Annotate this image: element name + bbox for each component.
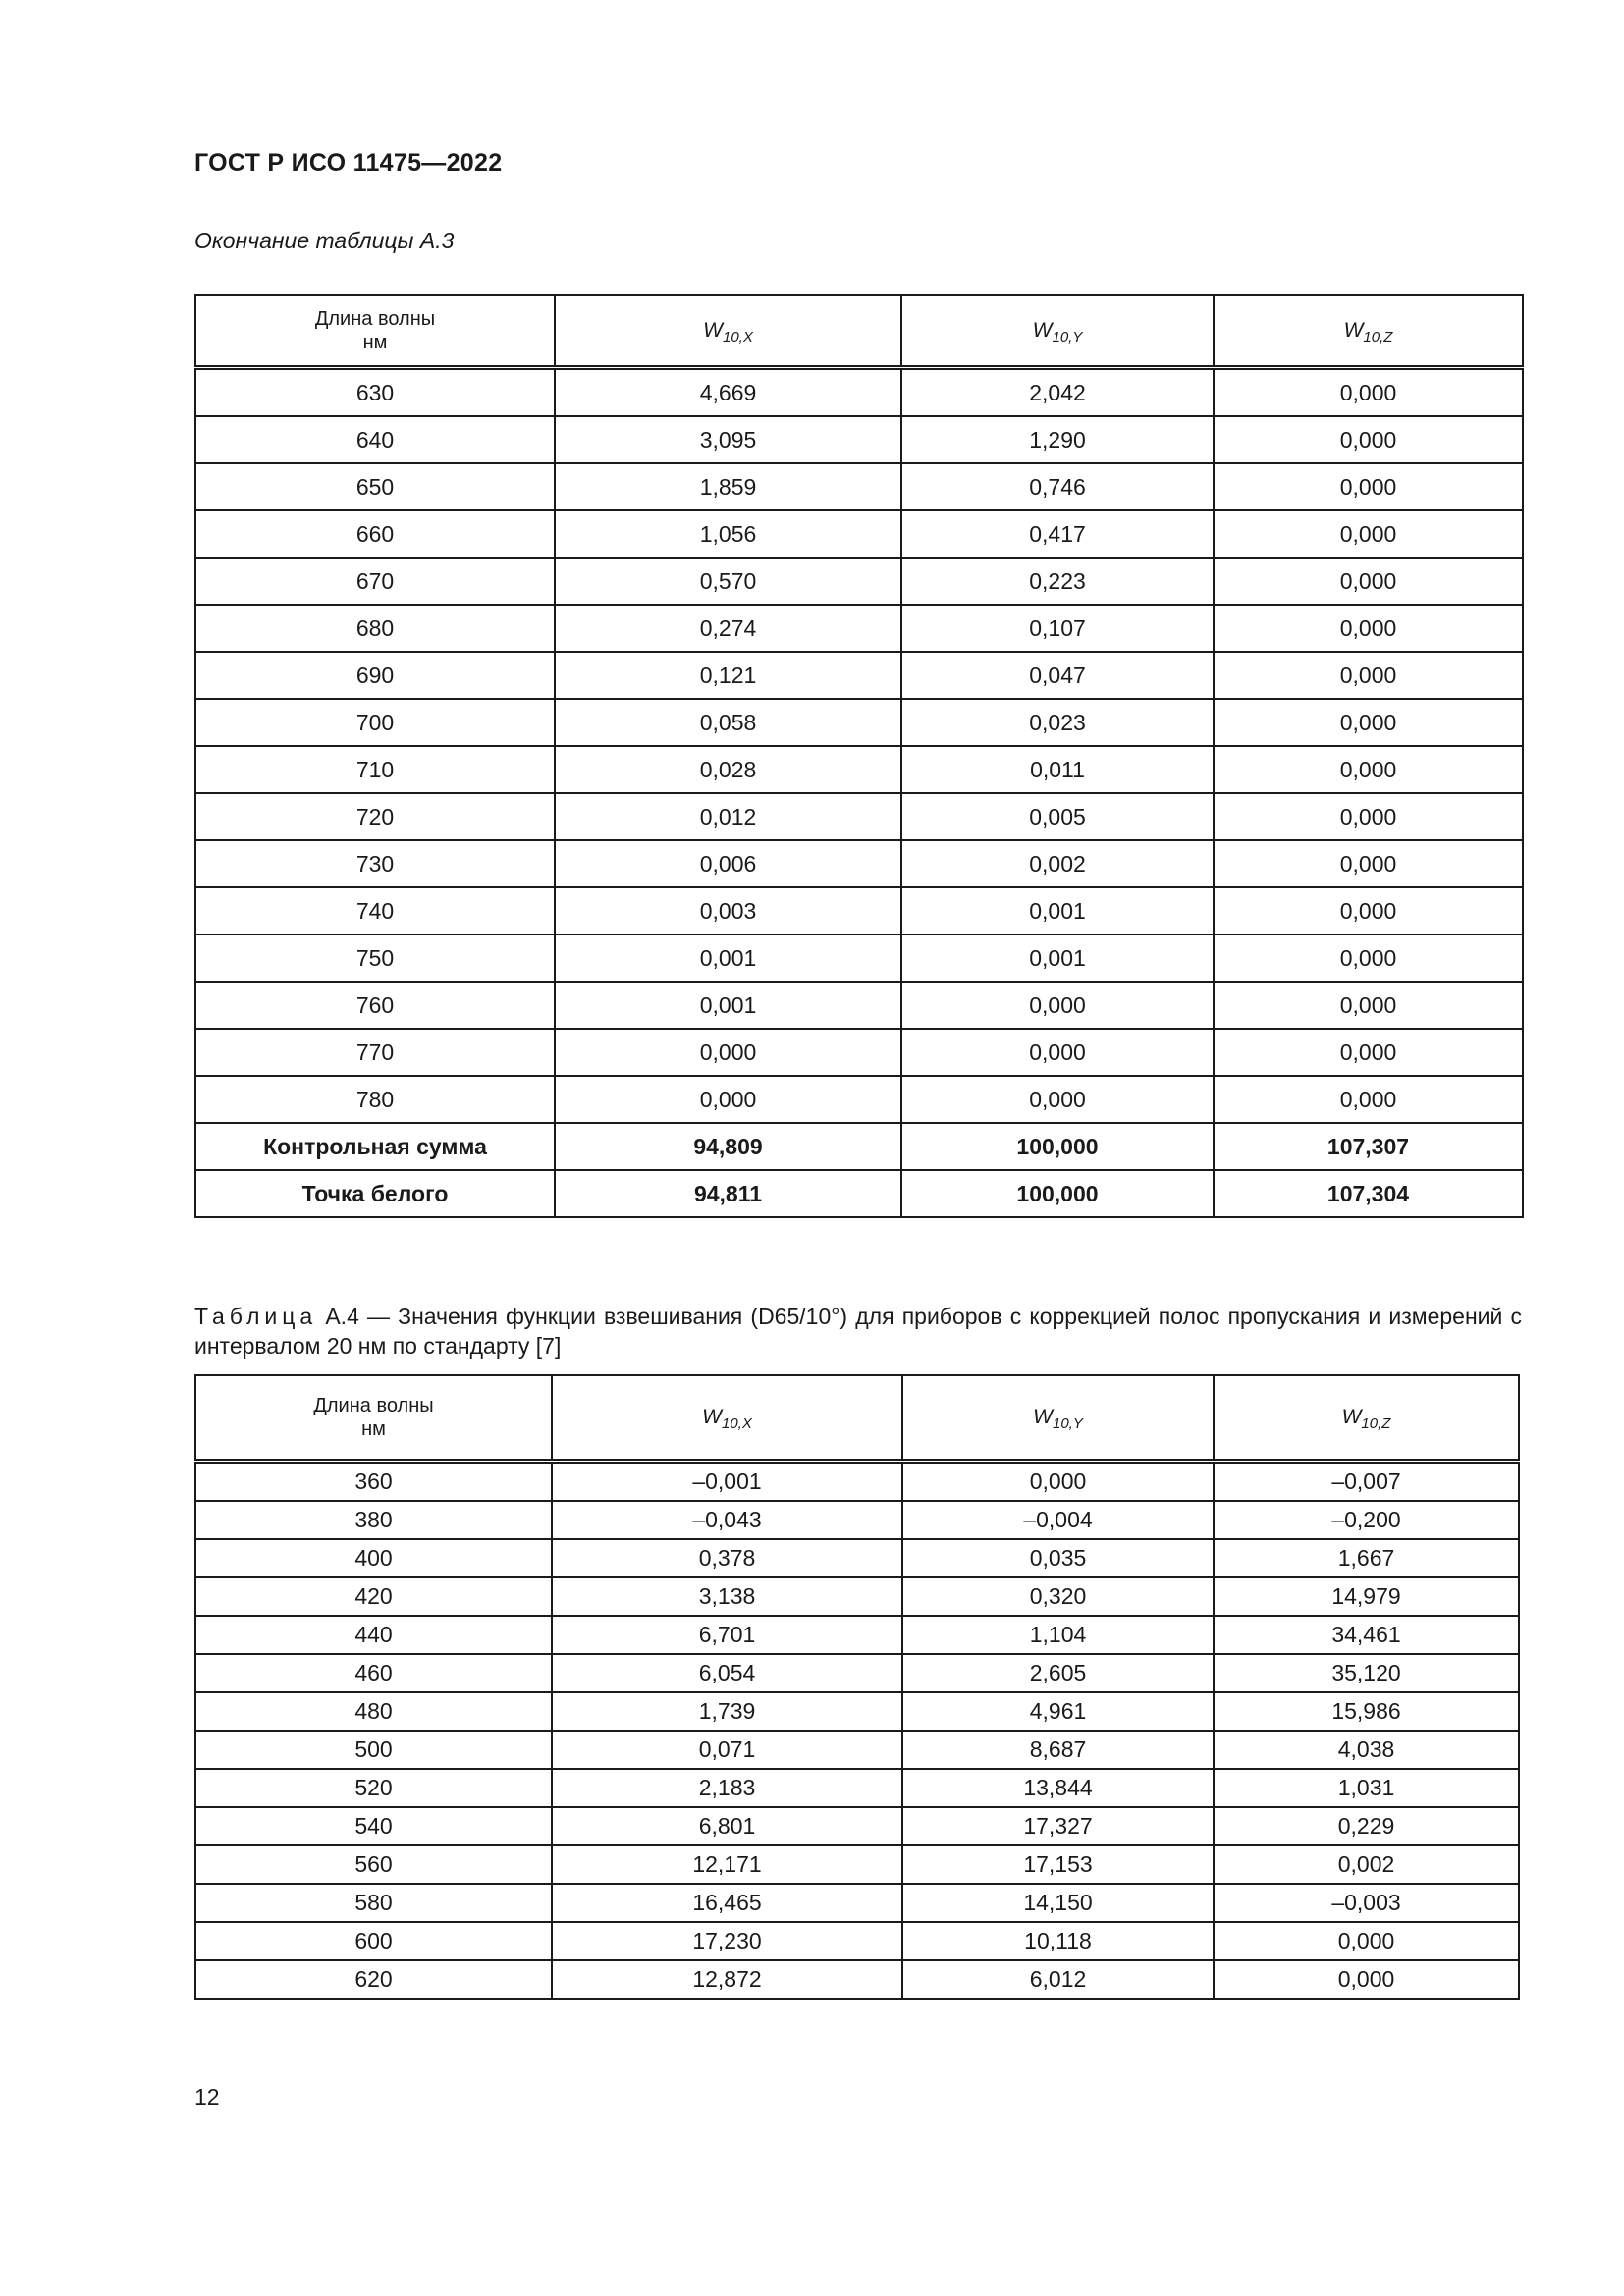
w10x-cell: 94,809	[555, 1123, 901, 1170]
table-row	[195, 1076, 1523, 1123]
table-row	[195, 1769, 1519, 1807]
wavelength-cell: 740	[195, 887, 555, 934]
w10z-cell: 0,000	[1214, 510, 1523, 558]
table-row	[195, 1960, 1519, 1999]
w10y-cell: 0,320	[902, 1577, 1214, 1616]
table-a4-caption	[194, 1302, 1522, 1361]
w10x-cell: 0,058	[555, 699, 901, 746]
w10z-column-header	[1214, 295, 1523, 368]
wavelength-cell: 620	[195, 1960, 552, 1999]
w10y-cell: 0,002	[901, 840, 1214, 887]
w10y-symbol: W	[1033, 1406, 1053, 1428]
w10x-cell: 6,701	[552, 1616, 902, 1654]
w10y-cell: 6,012	[902, 1960, 1214, 1999]
w10x-cell: 6,054	[552, 1654, 902, 1692]
w10z-cell: 0,000	[1214, 934, 1523, 982]
wavelength-cell: 540	[195, 1807, 552, 1845]
w10z-symbol: W	[1341, 1406, 1362, 1428]
w10x-symbol: W	[702, 1406, 722, 1428]
summary-row	[195, 1123, 1523, 1170]
table-row	[195, 1845, 1519, 1884]
w10x-column-header	[552, 1375, 902, 1462]
table-row	[195, 1029, 1523, 1076]
wavelength-cell: 650	[195, 463, 555, 510]
table-row	[195, 887, 1523, 934]
w10z-cell: 0,000	[1214, 793, 1523, 840]
table-a3-body	[195, 368, 1523, 1218]
w10z-cell: 0,000	[1214, 1029, 1523, 1076]
wavelength-cell: 560	[195, 1845, 552, 1884]
w10x-cell: 0,000	[555, 1029, 901, 1076]
w10y-cell: 0,001	[901, 934, 1214, 982]
w10z-cell: 1,667	[1214, 1539, 1519, 1577]
w10y-cell: 0,035	[902, 1539, 1214, 1577]
w10z-cell: 0,000	[1214, 1076, 1523, 1123]
w10x-cell: 0,001	[555, 934, 901, 982]
w10x-cell: 0,003	[555, 887, 901, 934]
w10y-cell: –0,004	[902, 1501, 1214, 1539]
table-row	[195, 1539, 1519, 1577]
w10z-cell: 35,120	[1214, 1654, 1519, 1692]
w10z-cell: 0,000	[1214, 463, 1523, 510]
w10y-cell: 8,687	[902, 1731, 1214, 1769]
wavelength-column-header	[195, 295, 555, 368]
table-a4	[194, 1374, 1520, 2000]
w10x-cell: 0,274	[555, 605, 901, 652]
w10y-cell: 4,961	[902, 1692, 1214, 1731]
w10y-cell: 1,104	[902, 1616, 1214, 1654]
w10z-symbol: W	[1343, 319, 1364, 342]
w10x-cell: 0,006	[555, 840, 901, 887]
w10z-cell: 15,986	[1214, 1692, 1519, 1731]
wavelength-cell: 460	[195, 1654, 552, 1692]
w10z-cell: 107,304	[1214, 1170, 1523, 1217]
w10y-cell: 0,000	[901, 1029, 1214, 1076]
w10y-cell: 13,844	[902, 1769, 1214, 1807]
document-title: ГОСТ Р ИСО 11475—2022	[194, 149, 503, 177]
w10z-cell: –0,007	[1214, 1462, 1519, 1502]
w10y-cell: 0,000	[901, 982, 1214, 1029]
w10x-cell: 12,171	[552, 1845, 902, 1884]
w10x-cell: 94,811	[555, 1170, 901, 1217]
table-row	[195, 1922, 1519, 1960]
w10y-column-header	[902, 1375, 1214, 1462]
w10z-cell: 0,000	[1214, 558, 1523, 605]
w10x-cell: 3,138	[552, 1577, 902, 1616]
w10z-cell: 0,000	[1214, 982, 1523, 1029]
w10z-cell: 14,979	[1214, 1577, 1519, 1616]
w10x-cell: 0,012	[555, 793, 901, 840]
wavelength-unit: нм	[361, 1418, 386, 1440]
w10x-cell: 0,570	[555, 558, 901, 605]
wavelength-cell: 780	[195, 1076, 555, 1123]
w10y-cell: 0,417	[901, 510, 1214, 558]
table-a4-body	[195, 1462, 1519, 2000]
table-row	[195, 1501, 1519, 1539]
w10z-cell: 1,031	[1214, 1769, 1519, 1807]
table-row	[195, 368, 1523, 417]
w10y-cell: 0,000	[901, 1076, 1214, 1123]
wavelength-cell: 630	[195, 368, 555, 417]
wavelength-cell: 680	[195, 605, 555, 652]
w10z-cell: 34,461	[1214, 1616, 1519, 1654]
page-number: 12	[194, 2084, 220, 2109]
wavelength-cell: 750	[195, 934, 555, 982]
wavelength-cell: 500	[195, 1731, 552, 1769]
w10x-cell: 12,872	[552, 1960, 902, 1999]
w10y-symbol: W	[1032, 319, 1053, 342]
table-row	[195, 416, 1523, 463]
table-a3-continuation-caption: Окончание таблицы А.3	[194, 228, 455, 253]
wavelength-cell: 730	[195, 840, 555, 887]
table-row	[195, 463, 1523, 510]
table-header-row	[195, 1375, 1519, 1462]
table-row	[195, 699, 1523, 746]
wavelength-cell: 700	[195, 699, 555, 746]
w10z-cell: 0,000	[1214, 605, 1523, 652]
w10x-cell: 1,056	[555, 510, 901, 558]
w10y-cell: 10,118	[902, 1922, 1214, 1960]
w10z-cell: 0,000	[1214, 368, 1523, 417]
w10y-cell: 0,001	[901, 887, 1214, 934]
w10y-cell: 17,327	[902, 1807, 1214, 1845]
w10z-subscript: 10,Z	[1363, 329, 1393, 346]
table-a4-caption-text: А.4 — Значения функции взвешивания (D65/10°) для приборов с коррекцией полос пропускания и измерений с интервалом 20 нм по стандарту [7]	[194, 1304, 1522, 1359]
w10z-cell: 4,038	[1214, 1731, 1519, 1769]
wavelength-unit: нм	[362, 332, 388, 353]
w10y-subscript: 10,Y	[1052, 1415, 1083, 1432]
table-row	[195, 1807, 1519, 1845]
table-row	[195, 605, 1523, 652]
table-row	[195, 1731, 1519, 1769]
table-row	[195, 558, 1523, 605]
w10x-cell: 1,739	[552, 1692, 902, 1731]
w10y-cell: 2,605	[902, 1654, 1214, 1692]
wavelength-label: Длина волны	[314, 308, 436, 330]
w10x-cell: 0,121	[555, 652, 901, 699]
table-row	[195, 652, 1523, 699]
w10x-cell: 17,230	[552, 1922, 902, 1960]
w10x-symbol: W	[703, 319, 723, 342]
table-row	[195, 746, 1523, 793]
w10x-column-header	[555, 295, 901, 368]
w10y-cell: 2,042	[901, 368, 1214, 417]
table-row	[195, 1462, 1519, 1502]
w10z-cell: 0,000	[1214, 699, 1523, 746]
w10z-cell: 0,229	[1214, 1807, 1519, 1845]
wavelength-cell: 400	[195, 1539, 552, 1577]
w10z-cell: 0,000	[1214, 416, 1523, 463]
wavelength-cell: 480	[195, 1692, 552, 1731]
wavelength-cell: 760	[195, 982, 555, 1029]
wavelength-cell: 440	[195, 1616, 552, 1654]
w10x-cell: –0,043	[552, 1501, 902, 1539]
w10y-cell: 0,047	[901, 652, 1214, 699]
table-row	[195, 934, 1523, 982]
summary-row	[195, 1170, 1523, 1217]
w10y-cell: 14,150	[902, 1884, 1214, 1922]
table-row	[195, 1884, 1519, 1922]
w10z-cell: 0,000	[1214, 840, 1523, 887]
w10x-cell: 0,378	[552, 1539, 902, 1577]
wavelength-cell: 640	[195, 416, 555, 463]
table-row	[195, 840, 1523, 887]
table-row	[195, 982, 1523, 1029]
wavelength-cell: 380	[195, 1501, 552, 1539]
w10x-cell: –0,001	[552, 1462, 902, 1502]
w10y-cell: 0,746	[901, 463, 1214, 510]
wavelength-column-header	[195, 1375, 552, 1462]
w10z-cell: 107,307	[1214, 1123, 1523, 1170]
w10y-cell: 0,005	[901, 793, 1214, 840]
wavelength-cell: 690	[195, 652, 555, 699]
w10y-cell: 17,153	[902, 1845, 1214, 1884]
wavelength-cell: Точка белого	[195, 1170, 555, 1217]
w10y-cell: 0,223	[901, 558, 1214, 605]
w10x-cell: 16,465	[552, 1884, 902, 1922]
w10z-cell: –0,200	[1214, 1501, 1519, 1539]
table-row	[195, 793, 1523, 840]
wavelength-cell: 770	[195, 1029, 555, 1076]
wavelength-label: Длина волны	[313, 1395, 434, 1416]
w10x-subscript: 10,X	[722, 329, 753, 346]
w10z-cell: 0,000	[1214, 652, 1523, 699]
wavelength-cell: 520	[195, 1769, 552, 1807]
table-a3	[194, 294, 1524, 1218]
w10x-cell: 2,183	[552, 1769, 902, 1807]
wavelength-cell: 600	[195, 1922, 552, 1960]
wavelength-cell: Контрольная сумма	[195, 1123, 555, 1170]
table-row	[195, 1577, 1519, 1616]
w10y-subscript: 10,Y	[1052, 329, 1083, 346]
wavelength-cell: 420	[195, 1577, 552, 1616]
w10y-column-header	[901, 295, 1214, 368]
w10z-cell: 0,000	[1214, 1960, 1519, 1999]
w10y-cell: 0,000	[902, 1462, 1214, 1502]
w10y-cell: 0,107	[901, 605, 1214, 652]
w10x-cell: 3,095	[555, 416, 901, 463]
w10x-cell: 0,001	[555, 982, 901, 1029]
w10x-subscript: 10,X	[721, 1415, 752, 1432]
w10x-cell: 4,669	[555, 368, 901, 417]
table-header-row	[195, 295, 1523, 368]
w10z-subscript: 10,Z	[1361, 1415, 1391, 1432]
w10z-cell: –0,003	[1214, 1884, 1519, 1922]
table-row	[195, 1692, 1519, 1731]
w10x-cell: 6,801	[552, 1807, 902, 1845]
w10x-cell: 0,071	[552, 1731, 902, 1769]
w10z-cell: 0,000	[1214, 1922, 1519, 1960]
wavelength-cell: 720	[195, 793, 555, 840]
w10z-cell: 0,002	[1214, 1845, 1519, 1884]
w10y-cell: 100,000	[901, 1123, 1214, 1170]
w10x-cell: 1,859	[555, 463, 901, 510]
table-row	[195, 1654, 1519, 1692]
w10z-cell: 0,000	[1214, 887, 1523, 934]
wavelength-cell: 580	[195, 1884, 552, 1922]
w10y-cell: 0,023	[901, 699, 1214, 746]
w10y-cell: 100,000	[901, 1170, 1214, 1217]
w10y-cell: 0,011	[901, 746, 1214, 793]
w10z-column-header	[1214, 1375, 1519, 1462]
w10x-cell: 0,028	[555, 746, 901, 793]
w10x-cell: 0,000	[555, 1076, 901, 1123]
w10z-cell: 0,000	[1214, 746, 1523, 793]
wavelength-cell: 670	[195, 558, 555, 605]
wavelength-cell: 710	[195, 746, 555, 793]
table-a4-caption-label: Таблица	[194, 1304, 318, 1329]
wavelength-cell: 360	[195, 1462, 552, 1502]
table-row	[195, 510, 1523, 558]
table-row	[195, 1616, 1519, 1654]
wavelength-cell: 660	[195, 510, 555, 558]
w10y-cell: 1,290	[901, 416, 1214, 463]
